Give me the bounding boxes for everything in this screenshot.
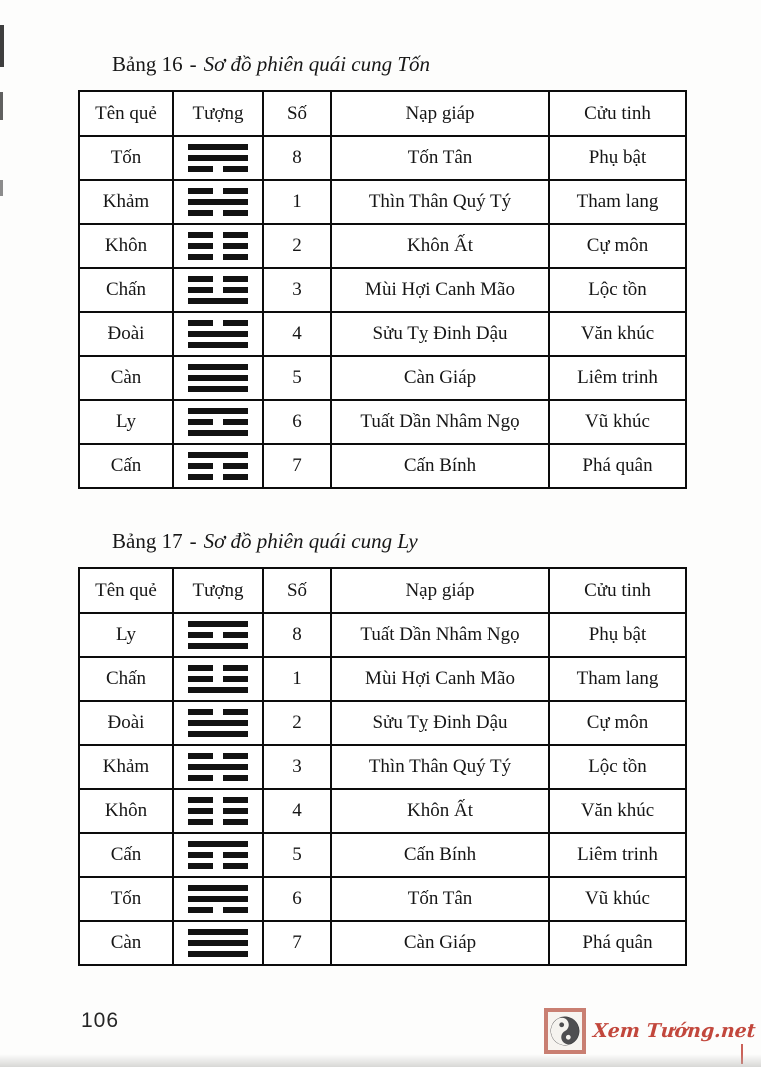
table-row: [79, 356, 686, 400]
trigram-can-gen-icon: [188, 841, 248, 869]
cell-ten-que: Đoài: [79, 701, 173, 745]
scan-artifact: [0, 25, 4, 67]
cell-so: 2: [263, 224, 331, 268]
table-header-row: [79, 568, 686, 613]
trigram-line-broken: [188, 188, 248, 194]
cell-cuu-tinh: Văn khúc: [549, 789, 686, 833]
table-row: [79, 400, 686, 444]
cell-ten-que: Càn: [79, 921, 173, 965]
watermark: [544, 1008, 756, 1054]
trigram-doai-dui-icon: [188, 709, 248, 737]
trigram-line-solid: [188, 764, 248, 770]
trigram-can-gen-icon: [188, 452, 248, 480]
trigram-line-broken: [188, 852, 248, 858]
cell-ten-que: Tốn: [79, 136, 173, 180]
cell-cuu-tinh: Văn khúc: [549, 312, 686, 356]
cell-cuu-tinh: Phá quân: [549, 921, 686, 965]
cell-tuong: [173, 613, 263, 657]
trigram-can-qian-icon: [188, 929, 248, 957]
trigram-line-broken: [188, 907, 248, 913]
table-row: [79, 745, 686, 789]
table-row: [79, 268, 686, 312]
watermark-text: Xem Tướng.net: [592, 1020, 757, 1042]
trigram-line-broken: [188, 243, 248, 249]
column-header: Cửu tinh: [549, 91, 686, 136]
cell-tuong: [173, 921, 263, 965]
trigram-ly-li-icon: [188, 621, 248, 649]
cell-ten-que: Ly: [79, 613, 173, 657]
cell-so: 3: [263, 268, 331, 312]
cell-ten-que: Ly: [79, 400, 173, 444]
cell-nap-giap: Tốn Tân: [331, 877, 549, 921]
trigram-line-solid: [188, 643, 248, 649]
column-header: Cửu tinh: [549, 568, 686, 613]
trigram-line-solid: [188, 687, 248, 693]
table-row: [79, 877, 686, 921]
cell-ten-que: Khôn: [79, 789, 173, 833]
cell-tuong: [173, 877, 263, 921]
cell-tuong: [173, 224, 263, 268]
cell-so: 7: [263, 921, 331, 965]
cell-ten-que: Càn: [79, 356, 173, 400]
table-row: [79, 180, 686, 224]
trigram-line-solid: [188, 298, 248, 304]
trigram-line-broken: [188, 775, 248, 781]
column-header: Tên quẻ: [79, 91, 173, 136]
table-header-row: [79, 91, 686, 136]
column-header: Tên quẻ: [79, 568, 173, 613]
table-16-caption: [112, 52, 430, 77]
trigram-line-solid: [188, 452, 248, 458]
cell-tuong: [173, 136, 263, 180]
caption-title: Sơ đồ phiên quái cung Tốn: [203, 52, 431, 76]
trigram-line-broken: [188, 254, 248, 260]
caption-separator: -: [189, 529, 197, 553]
trigram-line-solid: [188, 155, 248, 161]
trigram-line-broken: [188, 632, 248, 638]
trigram-line-solid: [188, 841, 248, 847]
cell-nap-giap: Càn Giáp: [331, 356, 549, 400]
trigram-doai-dui-icon: [188, 320, 248, 348]
trigram-chan-zhen-icon: [188, 665, 248, 693]
trigram-line-solid: [188, 364, 248, 370]
cell-ten-que: Cấn: [79, 444, 173, 488]
trigram-chan-zhen-icon: [188, 276, 248, 304]
trigram-kham-kan-icon: [188, 188, 248, 216]
trigram-line-broken: [188, 863, 248, 869]
cell-tuong: [173, 180, 263, 224]
cell-nap-giap: Sửu Tỵ Đinh Dậu: [331, 312, 549, 356]
cell-ten-que: Khảm: [79, 180, 173, 224]
cell-tuong: [173, 789, 263, 833]
trigram-line-broken: [188, 320, 248, 326]
trigram-khon-kun-icon: [188, 232, 248, 260]
trigram-line-solid: [188, 885, 248, 891]
trigram-line-broken: [188, 232, 248, 238]
column-header: Số: [263, 91, 331, 136]
cell-cuu-tinh: Vũ khúc: [549, 877, 686, 921]
cell-cuu-tinh: Phụ bật: [549, 136, 686, 180]
trigram-line-broken: [188, 676, 248, 682]
cell-nap-giap: Thìn Thân Quý Tý: [331, 180, 549, 224]
phien-quai-table-17: [78, 567, 687, 966]
trigram-ton-xun-icon: [188, 885, 248, 913]
caption-label: Bảng 17: [112, 529, 183, 553]
trigram-line-broken: [188, 819, 248, 825]
table-row: [79, 701, 686, 745]
cell-nap-giap: Cấn Bính: [331, 444, 549, 488]
trigram-line-solid: [188, 731, 248, 737]
trigram-line-solid: [188, 386, 248, 392]
cell-so: 4: [263, 312, 331, 356]
trigram-line-solid: [188, 375, 248, 381]
trigram-line-broken: [188, 709, 248, 715]
cell-nap-giap: Mùi Hợi Canh Mão: [331, 268, 549, 312]
cell-so: 2: [263, 701, 331, 745]
trigram-khon-kun-icon: [188, 797, 248, 825]
trigram-line-broken: [188, 419, 248, 425]
trigram-line-solid: [188, 342, 248, 348]
cell-tuong: [173, 400, 263, 444]
trigram-line-solid: [188, 408, 248, 414]
cell-so: 6: [263, 400, 331, 444]
cell-cuu-tinh: Cự môn: [549, 224, 686, 268]
trigram-line-solid: [188, 720, 248, 726]
page-number: 106: [81, 1009, 120, 1032]
cell-so: 1: [263, 657, 331, 701]
cell-ten-que: Đoài: [79, 312, 173, 356]
cell-so: 7: [263, 444, 331, 488]
cell-cuu-tinh: Liêm trinh: [549, 833, 686, 877]
cell-so: 5: [263, 356, 331, 400]
cell-ten-que: Chấn: [79, 268, 173, 312]
table-17-caption: [112, 529, 418, 554]
column-header: Nạp giáp: [331, 91, 549, 136]
cell-tuong: [173, 745, 263, 789]
trigram-ton-xun-icon: [188, 144, 248, 172]
trigram-line-broken: [188, 463, 248, 469]
column-header: Tượng: [173, 91, 263, 136]
cell-tuong: [173, 657, 263, 701]
cell-ten-que: Khôn: [79, 224, 173, 268]
trigram-line-broken: [188, 166, 248, 172]
cell-nap-giap: Thìn Thân Quý Tý: [331, 745, 549, 789]
table-row: [79, 613, 686, 657]
table-row: [79, 789, 686, 833]
cell-cuu-tinh: Tham lang: [549, 180, 686, 224]
column-header: Số: [263, 568, 331, 613]
cell-nap-giap: Tốn Tân: [331, 136, 549, 180]
yin-yang-icon: [544, 1008, 586, 1054]
cell-nap-giap: Càn Giáp: [331, 921, 549, 965]
scan-edge-shadow: [0, 1054, 761, 1067]
cell-tuong: [173, 312, 263, 356]
cell-nap-giap: Khôn Ất: [331, 789, 549, 833]
trigram-line-solid: [188, 430, 248, 436]
cell-tuong: [173, 701, 263, 745]
caption-label: Bảng 16: [112, 52, 183, 76]
trigram-line-broken: [188, 287, 248, 293]
trigram-can-qian-icon: [188, 364, 248, 392]
cell-tuong: [173, 268, 263, 312]
trigram-line-broken: [188, 753, 248, 759]
trigram-line-solid: [188, 896, 248, 902]
caption-title: Sơ đồ phiên quái cung Ly: [203, 529, 418, 553]
trigram-line-solid: [188, 940, 248, 946]
cell-ten-que: Tốn: [79, 877, 173, 921]
trigram-ly-li-icon: [188, 408, 248, 436]
phien-quai-table-16: [78, 90, 687, 489]
cell-cuu-tinh: Phụ bật: [549, 613, 686, 657]
cell-ten-que: Khảm: [79, 745, 173, 789]
trigram-line-broken: [188, 210, 248, 216]
cell-so: 4: [263, 789, 331, 833]
cell-so: 8: [263, 613, 331, 657]
cell-cuu-tinh: Vũ khúc: [549, 400, 686, 444]
cell-nap-giap: Sửu Tỵ Đinh Dậu: [331, 701, 549, 745]
table-row: [79, 136, 686, 180]
trigram-line-solid: [188, 929, 248, 935]
cell-nap-giap: Mùi Hợi Canh Mão: [331, 657, 549, 701]
table-row: [79, 312, 686, 356]
cell-cuu-tinh: Cự môn: [549, 701, 686, 745]
column-header: Nạp giáp: [331, 568, 549, 613]
cell-cuu-tinh: Tham lang: [549, 657, 686, 701]
cell-tuong: [173, 356, 263, 400]
trigram-line-solid: [188, 144, 248, 150]
trigram-line-solid: [188, 951, 248, 957]
trigram-line-solid: [188, 331, 248, 337]
trigram-line-solid: [188, 199, 248, 205]
trigram-kham-kan-icon: [188, 753, 248, 781]
cell-tuong: [173, 444, 263, 488]
table-row: [79, 657, 686, 701]
cell-so: 5: [263, 833, 331, 877]
table-row: [79, 224, 686, 268]
column-header: Tượng: [173, 568, 263, 613]
trigram-line-broken: [188, 665, 248, 671]
cell-so: 1: [263, 180, 331, 224]
cell-nap-giap: Khôn Ất: [331, 224, 549, 268]
cell-cuu-tinh: Liêm trinh: [549, 356, 686, 400]
table-row: [79, 833, 686, 877]
cell-nap-giap: Cấn Bính: [331, 833, 549, 877]
trigram-line-broken: [188, 808, 248, 814]
cell-cuu-tinh: Phá quân: [549, 444, 686, 488]
trigram-line-broken: [188, 276, 248, 282]
scan-artifact: [0, 180, 3, 196]
table-row: [79, 444, 686, 488]
trigram-line-broken: [188, 797, 248, 803]
cell-tuong: [173, 833, 263, 877]
trigram-line-broken: [188, 474, 248, 480]
cell-cuu-tinh: Lộc tồn: [549, 268, 686, 312]
cell-cuu-tinh: Lộc tồn: [549, 745, 686, 789]
cell-ten-que: Cấn: [79, 833, 173, 877]
cell-nap-giap: Tuất Dần Nhâm Ngọ: [331, 613, 549, 657]
cell-ten-que: Chấn: [79, 657, 173, 701]
cell-nap-giap: Tuất Dần Nhâm Ngọ: [331, 400, 549, 444]
trigram-line-solid: [188, 621, 248, 627]
cell-so: 3: [263, 745, 331, 789]
caption-separator: -: [189, 52, 197, 76]
table-row: [79, 921, 686, 965]
scan-artifact: [0, 92, 3, 120]
cell-so: 8: [263, 136, 331, 180]
cell-so: 6: [263, 877, 331, 921]
